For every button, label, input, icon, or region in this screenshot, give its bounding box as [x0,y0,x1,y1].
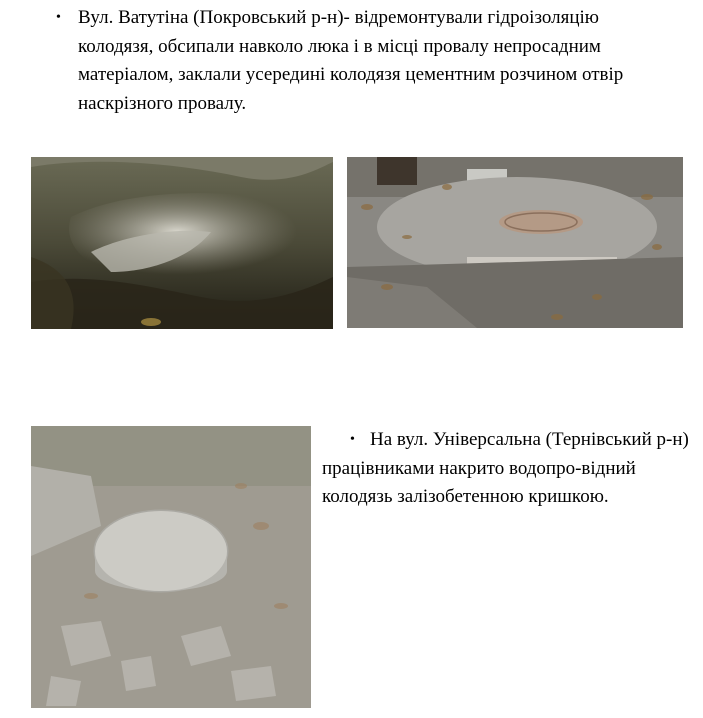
bullet-marker: • [56,10,61,25]
photo-well-interior [31,157,333,329]
photo-manhole-gravel [347,157,683,328]
report-item-universalna: На вул. Універсальна (Тернівський р-н) працівниками накрито водопро-відний колодязь залізобетенною кришкою. [322,429,689,507]
report-item-vatutina: Вул. Ватутіна (Покровський р-н)- відремонтували гідроізоляцію колодязя, обсипали навколо люка і в місці провалу непросадним матеріалом, заклали усередині колодязя цементним розчином отвір наскрізного провалу. [78,7,624,114]
bullet-marker: • [350,432,355,447]
photo-concrete-cover [31,426,311,708]
